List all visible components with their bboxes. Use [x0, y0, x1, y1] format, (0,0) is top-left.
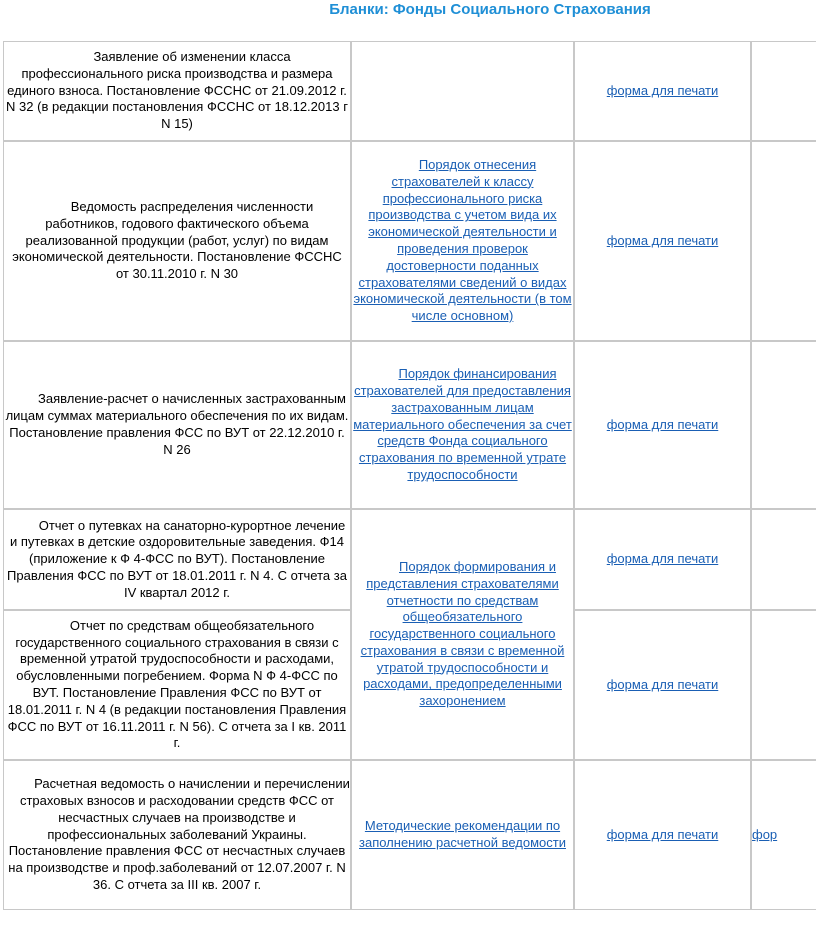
form-description-cell: [3, 141, 351, 341]
print-link-cell: [574, 509, 751, 610]
doc-link-cell: [351, 41, 574, 141]
print-form-link[interactable]: форма для печати: [606, 82, 719, 98]
procedure-link[interactable]: Порядок отнесения страхователей к классу профессионального риска производства с учетом вида их экономической деятельности и проведения проверок достоверности поданных страхователями сведений о видах экономической деятельности (в том числе основном): [353, 157, 572, 324]
print-link-cell: [574, 341, 751, 509]
form-description: Заявление об изменении класса профессионального риска производства и размера единого взноса. Постановление ФССНС от 21.09.2012 г. N 32 (в редакции постановления ФССНС от 18.12.2013 г N 15): [6, 49, 348, 132]
form-description: Отчет о путевках на санаторно-курортное лечение и путевках в детские оздоровительные заведения. Ф14 (приложение к Ф 4-ФСС по ВУТ). Постановление Правления ФСС по ВУТ от 18.01.2011 г. N 4. С отчета за IV квартал 2012 г.: [7, 517, 347, 600]
print-form-link[interactable]: форма для печати: [606, 416, 719, 432]
guidelines-link[interactable]: Методические рекомендации по заполнению расчетной ведомости: [359, 818, 566, 850]
table-row: [3, 141, 816, 341]
print-form-link[interactable]: форма для печати: [606, 551, 719, 567]
extra-form-link[interactable]: фор: [752, 826, 778, 842]
reporting-procedure-link[interactable]: Порядок формирования и представления страхователями отчетности по средствам общеобязательного государственного социального страхования в связи с временной утратой трудоспособности и расходами, предопределенными захоронением: [360, 558, 565, 709]
extra-cell: [751, 760, 816, 910]
print-form-link[interactable]: форма для печати: [606, 232, 719, 248]
form-description-cell: [3, 610, 351, 760]
extra-cell: [751, 509, 816, 610]
form-description-cell: [3, 760, 351, 910]
forms-table: [3, 41, 816, 910]
print-form-link[interactable]: форма для печати: [606, 676, 719, 692]
extra-cell: [751, 41, 816, 141]
form-description: Отчет по средствам общеобязательного государственного социального страхования в связи с временной утратой трудоспособности и расходами, обусловленными погребением. Форма N Ф 4-ФСС по ВУТ. Постановление Правления ФСС по ВУТ от 18.01.2011 г. N 4 (в редакции постановления Правления ФСС по ВУТ от 16.11.2011 г. N 56). С отчета за I кв. 2011 г.: [7, 617, 347, 751]
form-description-cell: [3, 509, 351, 610]
form-description: Расчетная ведомость о начислении и перечислении страховых взносов и расходовании средств ФСС от несчастных случаев на производстве и профессиональных заболеваний Украины. Постановление правления ФСС от несчастных случаев на производстве и проф.заболеваний от 12.07.2007 г. N 36. С отчета за III кв. 2007 г.: [8, 776, 350, 892]
print-link-cell: [574, 610, 751, 760]
table-row: [3, 760, 816, 910]
table-row: [3, 41, 816, 141]
print-link-cell: [574, 41, 751, 141]
print-link-cell: [574, 760, 751, 910]
financing-procedure-link[interactable]: Порядок финансирования страхователей для предоставления застрахованным лицам материального обеспечения за счет средств Фонда социального страхования по временной утрате трудоспособности: [353, 366, 572, 482]
table-row: [3, 509, 816, 610]
doc-link-cell: [351, 509, 574, 760]
doc-link-cell: [351, 341, 574, 509]
extra-cell: [751, 341, 816, 509]
page-title: Бланки: Фонды Социального Страхования: [329, 1, 651, 18]
extra-cell: [751, 141, 816, 341]
form-description: Заявление-расчет о начисленных застрахованным лицам суммах материального обеспечения по их видам. Постановление правления ФСС по ВУТ от 22.12.2010 г. N 26: [5, 391, 349, 457]
print-form-link[interactable]: форма для печати: [606, 826, 719, 842]
table-row: [3, 341, 816, 509]
form-description-cell: [3, 41, 351, 141]
doc-link-cell: [351, 141, 574, 341]
doc-link-cell: [351, 760, 574, 910]
print-link-cell: [574, 141, 751, 341]
form-description: Ведомость распределения численности работников, годового фактического объема реализованной продукции (работ, услуг) по видам экономической деятельности. Постановление ФССНС от 30.11.2010 г. N 30: [12, 199, 342, 282]
form-description-cell: [3, 341, 351, 509]
extra-cell: [751, 610, 816, 760]
